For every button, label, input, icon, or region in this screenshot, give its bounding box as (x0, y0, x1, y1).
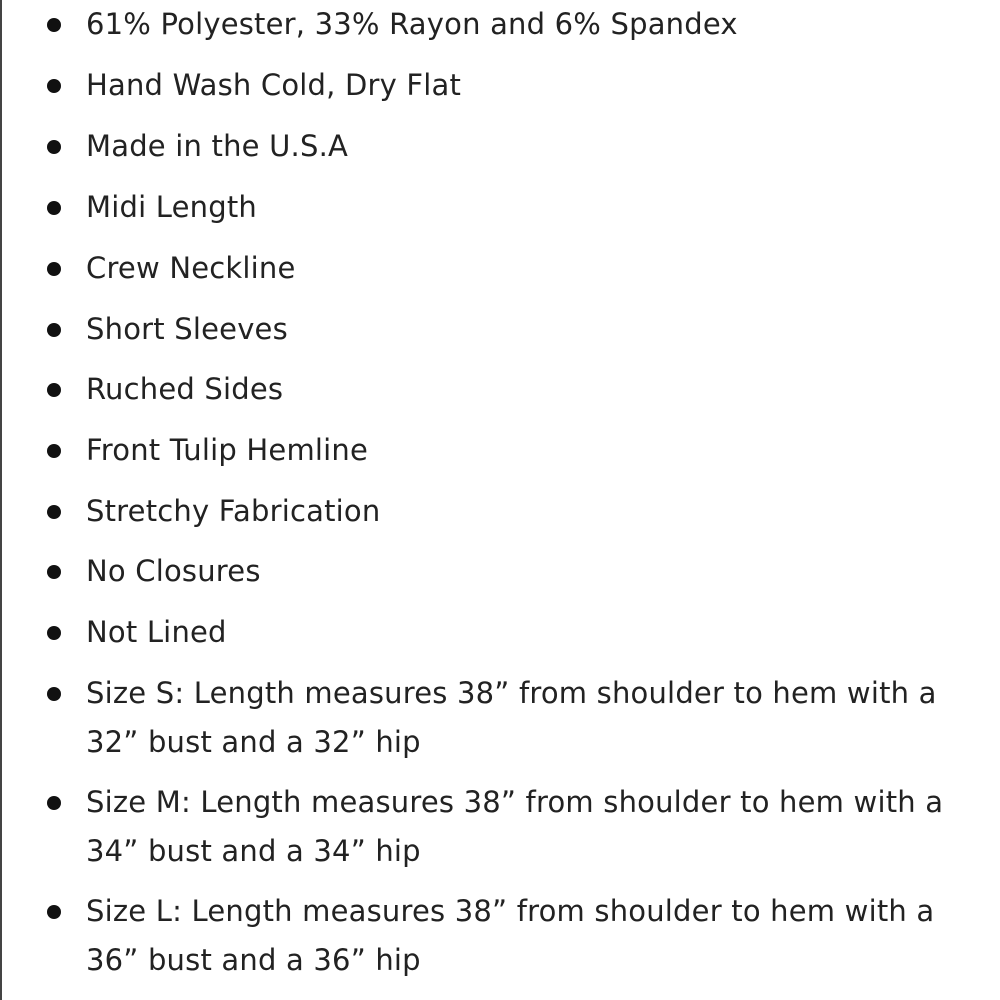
bullet-icon (47, 201, 61, 215)
list-item-text: Crew Neckline (86, 251, 296, 285)
list-item-text: No Closures (86, 554, 261, 588)
list-item-text: Hand Wash Cold, Dry Flat (86, 68, 462, 102)
bullet-icon (47, 565, 61, 579)
list-item-text: Made in the U.S.A (86, 129, 349, 163)
bullet-icon (47, 626, 61, 640)
list-item-text: Size M: Length measures 38” from shoulder to hem with a 34” bust and a 34” hip (86, 785, 944, 868)
bullet-icon (47, 18, 61, 32)
list-item-text: Midi Length (86, 190, 257, 224)
left-border (0, 0, 2, 1000)
bullet-icon (47, 444, 61, 458)
list-item-text: Not Lined (86, 615, 227, 649)
bullet-icon (47, 905, 61, 919)
list-item-text: Short Sleeves (86, 312, 288, 346)
bullet-icon (47, 383, 61, 397)
list-item-text: Stretchy Fabrication (86, 494, 381, 528)
bullet-icon (47, 323, 61, 337)
bullet-icon (47, 505, 61, 519)
list-item-text: Size L: Length measures 38” from shoulder to hem with a 36” bust and a 36” hip (86, 894, 935, 977)
bullet-icon (47, 687, 61, 701)
list-item-text: Front Tulip Hemline (86, 433, 369, 467)
list-item-text: Ruched Sides (86, 372, 284, 406)
bullet-icon (47, 79, 61, 93)
bullet-icon (47, 140, 61, 154)
bullet-icon (47, 262, 61, 276)
bullet-icon (47, 796, 61, 810)
list-item-text: 61% Polyester, 33% Rayon and 6% Spandex (86, 7, 738, 41)
list-item-text: Size S: Length measures 38” from shoulder to hem with a 32” bust and a 32” hip (86, 676, 937, 759)
